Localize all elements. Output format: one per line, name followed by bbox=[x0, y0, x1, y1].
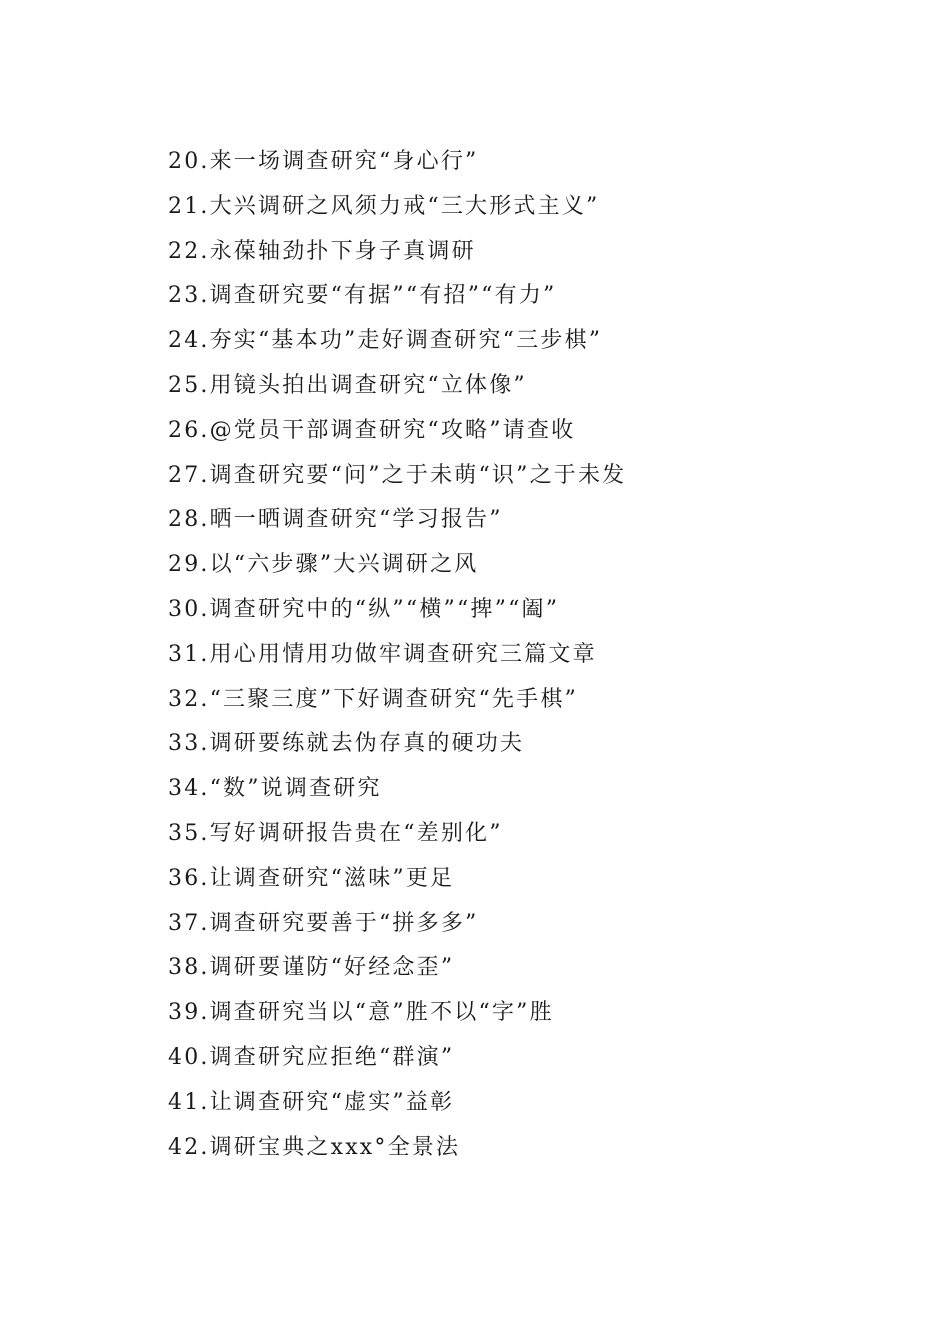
list-item: 29.以“六步骤”大兴调研之风 bbox=[168, 552, 479, 578]
list-item: 31.用心用情用功做牢调查研究三篇文章 bbox=[168, 641, 597, 667]
list-item: 41.让调查研究“虚实”益彰 bbox=[168, 1089, 455, 1115]
list-item: 28.晒一晒调查研究“学习报告” bbox=[168, 507, 503, 533]
list-item: 36.让调查研究“滋味”更足 bbox=[168, 865, 455, 891]
list-item: 42.调研宝典之xxx°全景法 bbox=[168, 1134, 461, 1160]
list-item: 33.调研要练就去伪存真的硬功夫 bbox=[168, 731, 525, 757]
list-item: 37.调查研究要善于“拼多多” bbox=[168, 910, 479, 936]
list-item: 38.调研要谨防“好经念歪” bbox=[168, 955, 455, 981]
list-item: 22.永葆轴劲扑下身子真调研 bbox=[168, 238, 476, 264]
list-item: 35.写好调研报告贵在“差别化” bbox=[168, 820, 503, 846]
list-item: 25.用镜头拍出调查研究“立体像” bbox=[168, 372, 527, 398]
list-item: 32.“三聚三度”下好调查研究“先手棋” bbox=[168, 686, 578, 712]
list-item: 27.调查研究要“问”之于未萌“识”之于未发 bbox=[168, 462, 627, 488]
list-item: 21.大兴调研之风须力戒“三大形式主义” bbox=[168, 193, 600, 219]
list-item: 30.调查研究中的“纵”“横”“捭”“阖” bbox=[168, 596, 560, 622]
list-item: 23.调查研究要“有据”“有招”“有力” bbox=[168, 283, 557, 309]
list-item: 34.“数”说调查研究 bbox=[168, 776, 382, 802]
list-item: 24.夯实“基本功”走好调查研究“三步棋” bbox=[168, 328, 603, 354]
list-item: 20.来一场调查研究“身心行” bbox=[168, 149, 479, 174]
title-list bbox=[168, 140, 626, 1170]
list-item: 26.@党员干部调查研究“攻略”请查收 bbox=[168, 417, 576, 443]
list-item: 40.调查研究应拒绝“群演” bbox=[168, 1044, 455, 1070]
list-item: 39.调查研究当以“意”胜不以“字”胜 bbox=[168, 1000, 554, 1026]
